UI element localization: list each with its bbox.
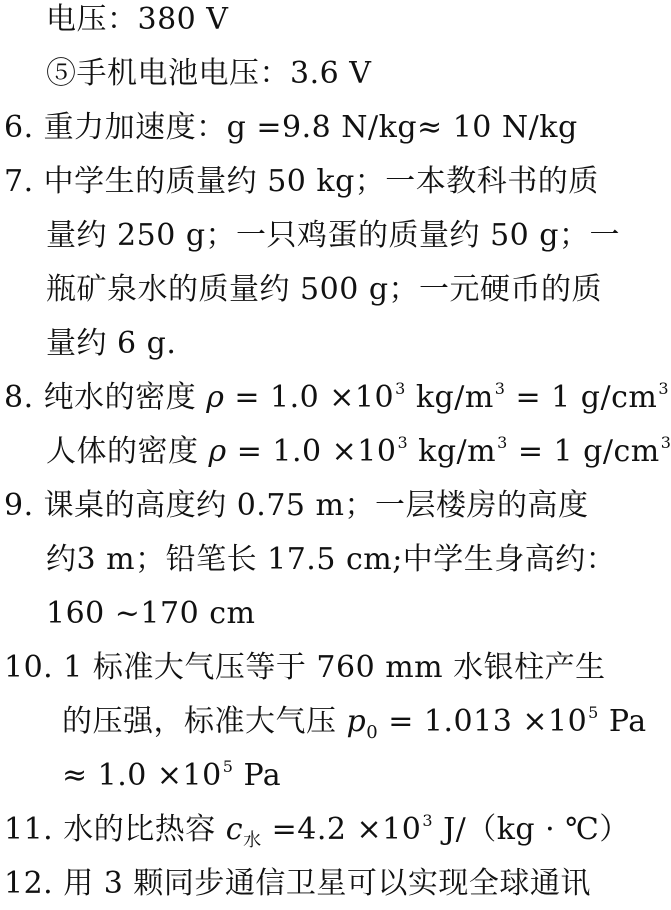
text-line: ⑤手机电池电压：3.6 V xyxy=(46,56,372,91)
formula-line xyxy=(46,434,671,470)
text: kg/m xyxy=(405,380,494,415)
text: 人体的密度 xyxy=(46,434,209,469)
exponent: 3 xyxy=(494,379,506,398)
exponent: 5 xyxy=(588,703,599,722)
formula-line xyxy=(62,758,281,794)
formula-line xyxy=(4,380,669,416)
exponent: 3 xyxy=(658,379,670,398)
exponent: 3 xyxy=(497,433,508,452)
exponent: 3 xyxy=(397,433,409,452)
text-line: 约3 m；铅笔长 17.5 cm;中学生身高约： xyxy=(46,542,617,577)
text: Pa xyxy=(598,704,647,739)
text-line: 12. 用 3 颗同步通信卫星可以实现全球通讯 xyxy=(4,866,591,901)
text: 的压强，标准大气压 xyxy=(62,704,347,739)
text: = 1.0 ×10 xyxy=(226,434,397,469)
exponent: 3 xyxy=(395,379,406,398)
text: 11. 水的比热容 xyxy=(4,812,226,847)
text-line: 量约 6 g. xyxy=(46,326,177,361)
text: Pa xyxy=(233,758,282,793)
exponent: 3 xyxy=(422,811,434,830)
symbol: p xyxy=(346,704,367,739)
text: kg/m xyxy=(408,434,497,469)
text-line: 电压：380 V xyxy=(46,2,229,37)
symbol: ρ xyxy=(208,434,227,469)
text: = 1.0 ×10 xyxy=(224,380,395,415)
text-line: 6. 重力加速度：g =9.8 N/kg≈ 10 N/kg xyxy=(4,110,578,145)
text: 8. 纯水的密度 xyxy=(4,380,207,415)
text: J/（kg · ℃） xyxy=(433,812,630,847)
exponent: 5 xyxy=(222,757,234,776)
exponent: 3 xyxy=(660,433,671,452)
subscript: 水 xyxy=(243,830,262,851)
text: =4.2 ×10 xyxy=(261,812,422,847)
text-line: 量约 250 g；一只鸡蛋的质量约 50 g；一 xyxy=(46,218,620,253)
formula-line xyxy=(4,811,630,851)
formula-line xyxy=(62,703,647,743)
subscript: 0 xyxy=(366,722,379,743)
text: = 1.013 ×10 xyxy=(378,704,588,739)
text-line: 10. 1 标准大气压等于 760 mm 水银柱产生 xyxy=(4,650,606,685)
symbol: ρ xyxy=(206,380,225,415)
text: = 1 g/cm xyxy=(505,380,658,415)
symbol: c xyxy=(225,812,244,847)
text: ≈ 1.0 ×10 xyxy=(62,758,222,793)
text-line: 7. 中学生的质量约 50 kg；一本教科书的质 xyxy=(4,164,599,199)
text-line: 瓶矿泉水的质量约 500 g；一元硬币的质 xyxy=(46,272,603,307)
text-line: 160 ~170 cm xyxy=(46,596,256,631)
text: = 1 g/cm xyxy=(507,434,660,469)
text-line: 9. 课桌的高度约 0.75 m；一层楼房的高度 xyxy=(4,488,589,523)
